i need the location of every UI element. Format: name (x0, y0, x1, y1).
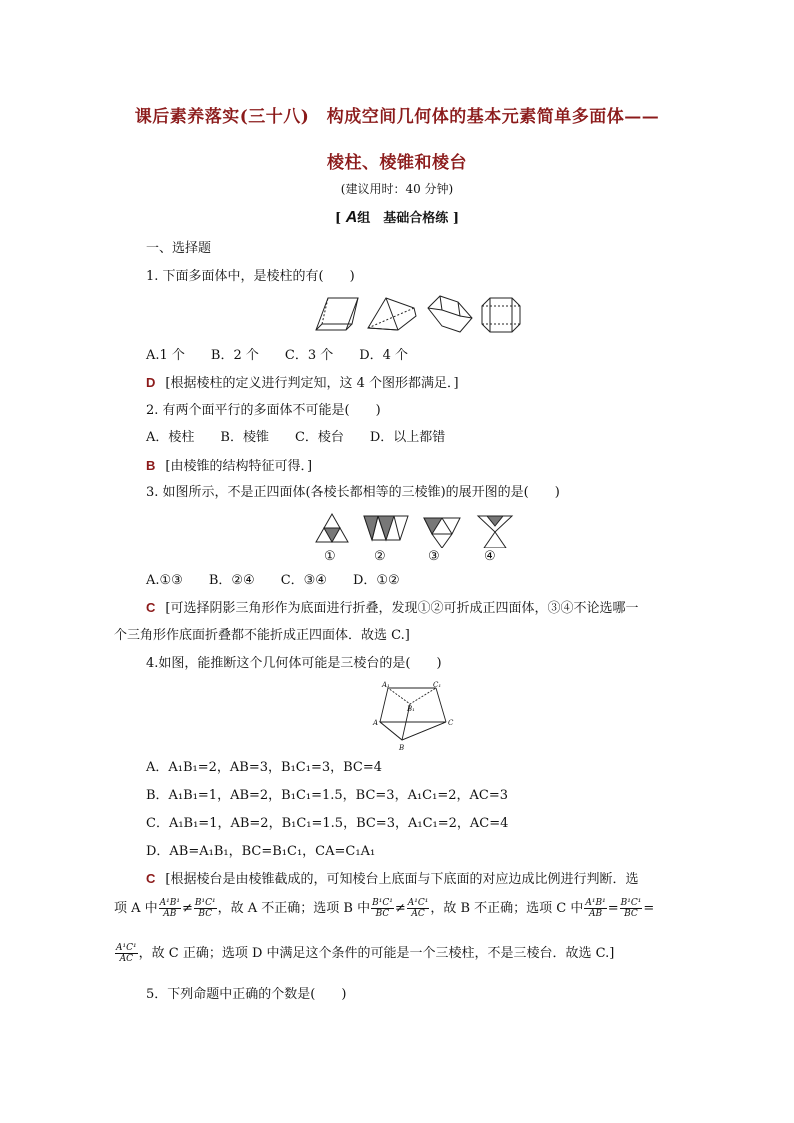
page-title-line1: 课后素养落实(三十八) 构成空间几何体的基本元素简单多面体—— (134, 107, 660, 127)
fraction-d (407, 898, 430, 919)
group-label: 组 基础合格练 (357, 211, 449, 226)
q3-options: A.①③ B．②④ C．③④ D．①② (146, 573, 400, 588)
fraction-a-den: AB (163, 909, 177, 919)
fraction-d-num: A¹C¹ (407, 898, 429, 908)
q2-stem: 2. 有两个面平行的多面体不可能是( ) (146, 403, 381, 418)
q3-answer: C (146, 600, 156, 615)
q1-polyhedra-figure (306, 290, 536, 338)
suggested-time: (建议用时：40 分钟) (340, 182, 454, 196)
fraction-f-num: B¹C¹ (620, 898, 642, 908)
polyhedron-2 (368, 298, 416, 330)
polyhedron-3 (428, 296, 472, 332)
q4-answer-line (146, 870, 638, 889)
label-b1: B₁ (407, 705, 415, 713)
q1-options: A.1 个 B．2 个 C．3 个 D．4 个 (146, 348, 409, 363)
q1-explanation: [根据棱柱的定义进行判定知，这 4 个图形都满足．] (165, 376, 459, 391)
fraction-b (194, 898, 217, 919)
fraction-e-den: AB (588, 909, 603, 919)
net-1 (316, 514, 348, 542)
eq-sign-1: = (607, 901, 619, 916)
q3-explanation-2: 个三角形作底面折叠都不能折成正四面体．故选 C.] (114, 628, 410, 643)
page-title-line2: 棱柱、棱锥和棱台 (327, 153, 467, 173)
q1-stem: 1. 下面多面体中，是棱柱的有( ) (146, 269, 355, 284)
label-c1: C₁ (433, 681, 442, 689)
q3-figure-labels (324, 548, 496, 566)
fraction-g-num: A¹C¹ (116, 943, 137, 953)
q4-option-b: B．A₁B₁=1，AB=2，B₁C₁=1.5，BC=3，A₁C₁=2，AC=3 (146, 788, 509, 803)
polyhedron-4 (482, 298, 520, 332)
group-a-header (0, 207, 794, 227)
group-badge: A (345, 209, 358, 226)
fraction-c-num: B¹C¹ (372, 898, 393, 908)
fraction-a (159, 898, 181, 919)
q2-answer-line (146, 457, 312, 476)
net-label-2: ② (374, 549, 386, 564)
q3-stem: 3. 如图所示，不是正四面体(各棱长都相等的三棱锥)的展开图的是( ) (146, 485, 560, 500)
group-left-bracket: [ (335, 211, 342, 226)
q4-explanation-2 (114, 898, 654, 919)
fraction-g-den: AC (119, 954, 133, 964)
group-right-bracket: ] (452, 211, 459, 226)
fraction-a-num: A¹B¹ (159, 898, 180, 908)
fraction-b-num: B¹C¹ (194, 898, 216, 908)
exp2-mid1: ，故 A 不正确；选项 B 中 (217, 901, 371, 916)
exp2-prefix: 项 A 中 (114, 901, 158, 916)
eq-sign-2: = (643, 901, 655, 916)
fraction-f-den: BC (624, 909, 638, 919)
q2-explanation: [由棱锥的结构特征可得．] (165, 459, 313, 474)
q4-answer: C (146, 871, 156, 886)
fraction-f (620, 898, 643, 919)
q1-answer: D (146, 375, 156, 390)
section-heading: 一、选择题 (146, 241, 212, 256)
q4-frustum-figure (372, 678, 462, 752)
fraction-c-den: BC (375, 909, 390, 919)
fraction-g (115, 943, 138, 964)
q4-explanation-3 (114, 943, 614, 964)
q5-stem: 5．下列命题中正确的个数是( ) (146, 987, 347, 1002)
exp3-suffix: ，故 C 正确；选项 D 中满足这个条件的可能是一个三棱柱，不是三棱台．故选 C.] (138, 946, 615, 961)
net-label-3: ③ (428, 549, 440, 564)
polyhedron-1 (316, 298, 358, 330)
q4-option-c: C．A₁B₁=1，AB=2，B₁C₁=1.5，BC=3，A₁C₁=2，AC=4 (146, 816, 509, 831)
q4-option-a: A．A₁B₁=2，AB=3，B₁C₁=3，BC=4 (146, 760, 383, 775)
exp2-mid2: ，故 B 不正确；选项 C 中 (430, 901, 584, 916)
q2-options: A．棱柱 B．棱锥 C．棱台 D．以上都错 (146, 430, 446, 445)
fraction-c (371, 898, 394, 919)
net-2 (364, 516, 408, 540)
label-a: A (373, 719, 379, 727)
q4-stem: 4.如图，能推断这个几何体可能是三棱台的是( ) (146, 656, 442, 671)
q1-answer-line (146, 374, 459, 393)
net-label-4: ④ (484, 549, 496, 564)
q4-option-d: D．AB=A₁B₁，BC=B₁C₁，CA=C₁A₁ (146, 844, 376, 859)
q2-answer: B (146, 458, 156, 473)
label-b: B (399, 744, 405, 752)
q3-nets-figure (312, 512, 522, 548)
net-3 (424, 518, 460, 548)
net-4 (478, 516, 512, 548)
q3-answer-line (146, 599, 638, 618)
fraction-e (584, 898, 606, 919)
fraction-d-den: AC (411, 909, 425, 919)
fraction-e-num: A¹B¹ (585, 898, 606, 908)
label-c: C (448, 719, 454, 727)
q3-explanation-1: [可选择阴影三角形作为底面进行折叠，发现①②可折成正四面体，③④不论选哪一 (165, 601, 639, 616)
label-a1: A₁ (382, 681, 390, 689)
fraction-b-den: BC (198, 909, 213, 919)
net-label-1: ① (324, 549, 336, 564)
neq-sign-1: ≠ (182, 901, 193, 916)
neq-sign-2: ≠ (394, 901, 406, 916)
q4-explanation-1: [根据棱台是由棱锥截成的，可知棱台上底面与下底面的对应边成比例进行判断．选 (165, 872, 639, 887)
